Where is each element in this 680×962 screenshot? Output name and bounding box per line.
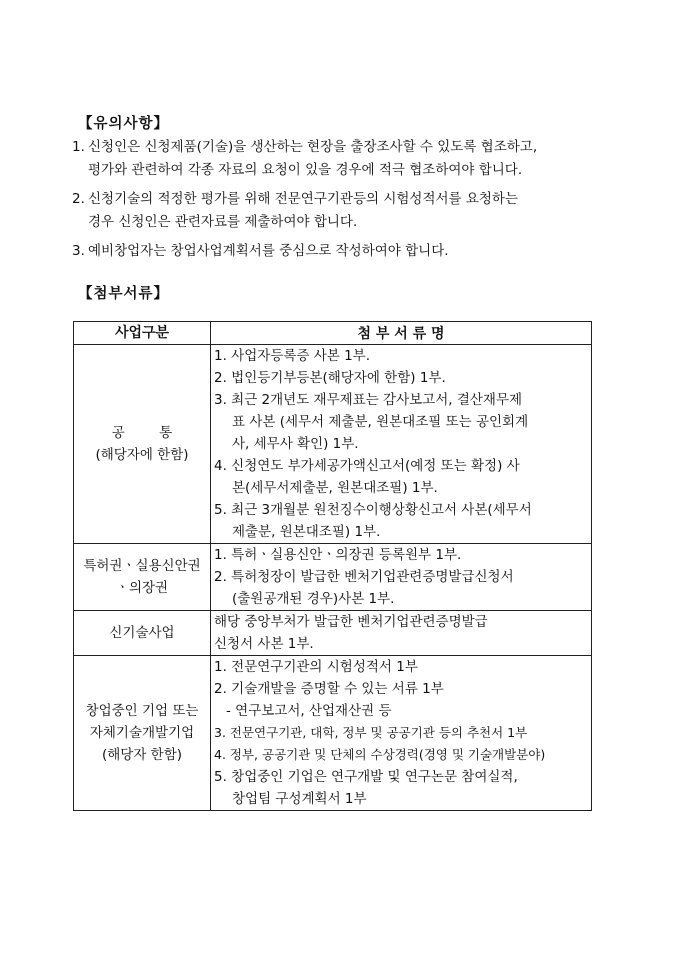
table-row xyxy=(74,544,592,611)
documents-cell xyxy=(211,656,592,811)
note-number: 1. xyxy=(72,139,85,155)
document-line: 3. 전문연구기관, 대학, 정부 및 공공기관 등의 추천서 1부 xyxy=(214,725,528,740)
note-item-2 xyxy=(72,188,612,234)
note-item-3 xyxy=(72,240,612,263)
document-line: 신청서 사본 1부. xyxy=(214,636,314,652)
document-line: 4. 신청연도 부가세공가액신고서(예정 또는 확정) 사 xyxy=(214,458,520,474)
document-line: 3. 최근 2개년도 재무제표는 감사보고서, 결산재무제 xyxy=(214,392,523,408)
document-line: 5. 창업중인 기업은 연구개발 및 연구논문 참여실적, xyxy=(214,769,518,785)
attachments-table xyxy=(73,321,592,811)
category-text: (해당자 한함) xyxy=(101,747,183,763)
table-header-row xyxy=(74,322,592,345)
document-line: - 연구보고서, 산업재산권 등 xyxy=(226,703,392,719)
note-item-1 xyxy=(72,136,612,182)
document-line: 사, 세무사 확인) 1부. xyxy=(232,436,359,452)
category-cell xyxy=(74,544,211,611)
documents-cell xyxy=(211,611,592,656)
documents-cell xyxy=(211,345,592,544)
document-line: 4. 정부, 공공기관 및 단체의 수상경력(경영 및 기술개발분야) xyxy=(214,747,546,762)
document-line: 5. 최근 3개월분 원천징수이행상황신고서 사본(세무서 xyxy=(214,502,532,518)
table-row xyxy=(74,345,592,544)
document-line: 창업팀 구성계획서 1부 xyxy=(232,791,367,807)
notes-heading: 【유의사항】 xyxy=(78,116,170,132)
document-line: 2. 기술개발을 증명할 수 있는 서류 1부 xyxy=(214,681,444,697)
note-number: 3. xyxy=(72,243,85,259)
document-line: (출원공개된 경우)사본 1부. xyxy=(232,591,395,607)
category-text: (해당자에 한함) xyxy=(95,447,189,463)
note-text-line: 신청기술의 적정한 평가를 위해 전문연구기관등의 시험성적서를 요청하는 xyxy=(88,191,519,207)
document-line: 1. 전문연구기관의 시험성적서 1부 xyxy=(214,659,418,675)
note-text-line: 신청인은 신청제품(기술)을 생산하는 현장을 출장조사할 수 있도록 협조하고, xyxy=(88,139,538,155)
attachments-heading: 【첨부서류】 xyxy=(78,286,170,302)
category-cell xyxy=(74,611,211,656)
document-line: 제출분, 원본대조필) 1부. xyxy=(232,524,381,540)
document-line: 1. 특허ㆍ실용신안ㆍ의장권 등록원부 1부. xyxy=(214,547,462,563)
category-text: 특허권ㆍ실용신안권 xyxy=(83,558,201,574)
documents-cell xyxy=(211,544,592,611)
document-line: 2. 특허청장이 발급한 벤처기업관련증명발급신청서 xyxy=(214,569,514,585)
document-line: 2. 법인등기부등본(해당자에 한함) 1부. xyxy=(214,370,446,386)
category-cell xyxy=(74,656,211,811)
category-text: ㆍ의장권 xyxy=(115,580,169,596)
table-row xyxy=(74,611,592,656)
document-line: 본(세무서제출분, 원본대조필) 1부. xyxy=(232,480,438,496)
category-cell xyxy=(74,345,211,544)
document-line: 표 사본 (세무서 제출분, 원본대조필 또는 공인회계 xyxy=(232,414,529,430)
document-line: 1. 사업자등록증 사본 1부. xyxy=(214,348,371,364)
category-text: 창업중인 기업 또는 xyxy=(85,703,199,719)
column-header-category: 사업구분 xyxy=(74,322,211,345)
note-text-line: 예비창업자는 창업사업계획서를 중심으로 작성하여야 합니다. xyxy=(88,243,449,259)
note-text-line: 경우 신청인은 관련자료를 제출하여야 합니다. xyxy=(88,214,358,230)
category-text: 신기술사업 xyxy=(109,625,175,641)
document-line: 해당 중앙부처가 발급한 벤처기업관련증명발급 xyxy=(214,614,488,630)
table-row xyxy=(74,656,592,811)
category-text: 자체기술개발기업 xyxy=(89,725,195,741)
note-number: 2. xyxy=(72,191,85,207)
category-text: 공 통 xyxy=(111,425,173,441)
column-header-documents: 첨 부 서 류 명 xyxy=(211,322,592,345)
note-text-line: 평가와 관련하여 각종 자료의 요청이 있을 경우에 적극 협조하여야 합니다. xyxy=(88,162,523,178)
